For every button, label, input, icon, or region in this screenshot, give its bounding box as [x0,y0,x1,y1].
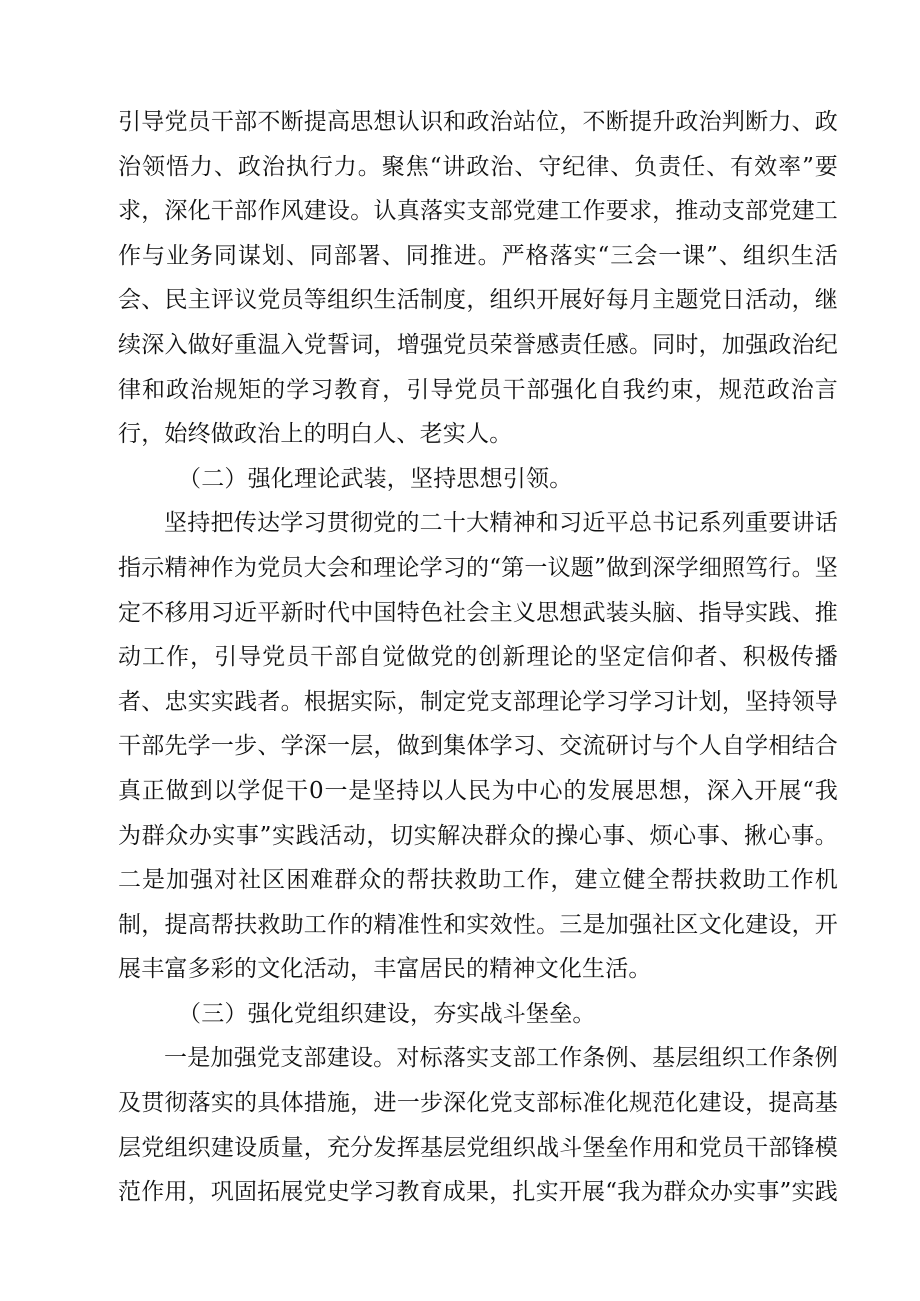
body-paragraph-1: 引导党员干部不断提高思想认识和政治站位，不断提升政治判断力、政治领悟力、政治执行力。聚焦“讲政治、守纪律、负责任、有效率”要求，深化干部作风建设。认真落实支部党建工作要求，推动支部党建工作与业务同谋划、同部署、同推进。严格落实“三会一课”、组织生活会、民主评议党员等组织生活制度，组织开展好每月主题党日活动，继续深入做好重温入党誓词，增强党员荣誉感责任感。同时，加强政治纪律和政治规矩的学习教育，引导党员干部强化自我约束，规范政治言行，始终做政治上的明白人、老实人。 [118,109,838,448]
body-paragraph-2: 坚持把传达学习贯彻党的二十大精神和习近平总书记系列重要讲话指示精神作为党员大会和理论学习的“第一议题”做到深学细照笃行。坚定不移用习近平新时代中国特色社会主义思想武装头脑、指导实践、推动工作，引导党员干部自觉做党的创新理论的坚定信仰者、积极传播者、忠实实践者。根据实际，制定党支部理论学习学习计划，坚持领导干部先学一步、学深一层，做到集体学习、交流研讨与个人自学相结合真正做到以学促干0一是坚持以人民为中心的发展思想，深入开展“我为群众办实事”实践活动，切实解决群众的操心事、烦心事、揪心事。二是加强对社区困难群众的帮扶救助工作，建立健全帮扶救助工作机制，提高帮扶救助工作的精准性和实效性。三是加强社区文化建设，开展丰富多彩的文化活动，丰富居民的精神文化生活。 [118,510,838,983]
document-page [118,100,838,1215]
body-paragraph-3: 一是加强党支部建设。对标落实支部工作条例、基层组织工作条例及贯彻落实的具体措施，进一步深化党支部标准化规范化建设，提高基层党组织建设质量，充分发挥基层党组织战斗堡垒作用和党员干部锋模范作用，巩固拓展党史学习教育成果，扎实开展“我为群众办实事”实践 [118,1045,838,1206]
section-heading-2: （二）强化理论武装，坚持思想引领。 [178,465,573,492]
section-heading-3: （三）强化党组织建设，夯实战斗堡垒。 [178,1000,596,1027]
